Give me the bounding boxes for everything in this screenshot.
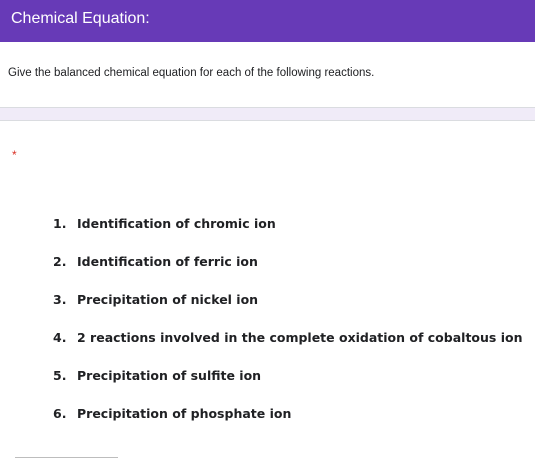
answer-input-underline[interactable] [15, 457, 118, 458]
list-item-number: 1. [53, 216, 67, 231]
list-item-text: Identification of ferric ion [77, 254, 258, 269]
list-item [53, 330, 522, 368]
list-item [53, 216, 522, 254]
list-item-text: Identification of chromic ion [77, 216, 276, 231]
section-title: Chemical Equation: [11, 10, 150, 27]
required-asterisk: * [12, 148, 17, 162]
list-item [53, 368, 522, 406]
list-item-text: Precipitation of nickel ion [77, 292, 259, 307]
list-item-number: 3. [53, 292, 67, 307]
list-item-number: 4. [53, 330, 67, 345]
list-item-text: Precipitation of phosphate ion [77, 406, 292, 421]
list-item-number: 2. [53, 254, 67, 269]
list-item-text: 2 reactions involved in the complete oxidation of cobaltous ion [77, 330, 523, 345]
list-item [53, 406, 522, 444]
reaction-list [53, 216, 522, 444]
section-header [0, 0, 535, 42]
list-item-text: Precipitation of sulfite ion [77, 368, 262, 383]
section-divider [0, 107, 535, 121]
list-item [53, 254, 522, 292]
list-item [53, 292, 522, 330]
list-item-number: 5. [53, 368, 67, 383]
section-description: Give the balanced chemical equation for each of the following reactions. [8, 67, 375, 79]
list-item-number: 6. [53, 406, 67, 421]
